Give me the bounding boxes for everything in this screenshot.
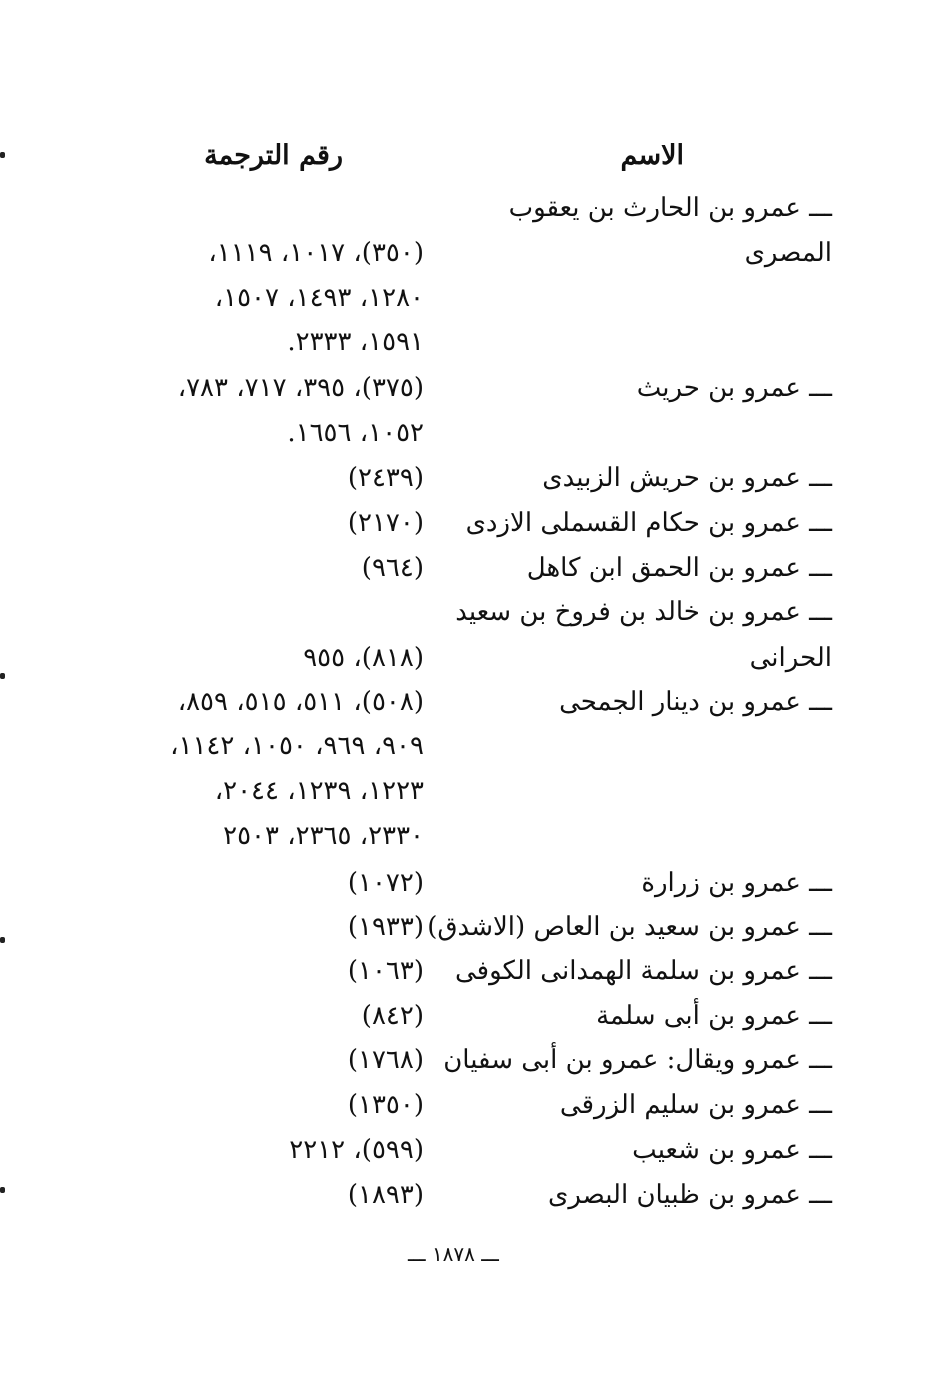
entry-name: ـــ عمرو بن الحارث بن يعقوب (508, 193, 832, 223)
entry-name: ـــ عمرو ويقال: عمرو بن أبى سفيان (443, 1045, 832, 1075)
entry-numbers: (٢١٧٠) (347, 508, 424, 538)
entry-numbers: (١٠٦٣) (347, 956, 424, 986)
header-number: رقم الترجمة (204, 140, 343, 171)
entry-numbers: (٣٧٥)، ٣٩٥، ٧١٧، ٧٨٣، (177, 373, 424, 403)
entry-numbers: (١٠٧٢) (347, 868, 424, 898)
scan-mark (0, 937, 5, 943)
entry-numbers: ١٠٥٢، ١٦٥٦. (287, 418, 424, 448)
entry-numbers: ١٢٢٣، ١٢٣٩، ٢٠٤٤، (214, 776, 424, 806)
scan-mark (0, 1187, 5, 1193)
entry-name: ـــ عمرو بن شعيب (632, 1135, 832, 1165)
entry-numbers: (٢٤٣٩) (347, 463, 424, 493)
entry-numbers: ٢٣٣٠، ٢٣٦٥، ٢٥٠٣ (223, 821, 424, 851)
entry-numbers: ١٥٩١، ٢٣٣٣. (287, 327, 424, 357)
entry-name-cont: الحرانى (749, 643, 832, 673)
entry-numbers: (١٩٣٣) (347, 912, 424, 942)
entry-numbers: (٨٤٢) (361, 1001, 424, 1031)
entry-name: ـــ عمرو بن سعيد بن العاص (الاشدق) (427, 912, 832, 942)
entry-name: ـــ عمرو بن أبى سلمة (596, 1001, 832, 1031)
header-name: الاسم (620, 140, 684, 171)
entry-numbers: (١٨٩٣) (347, 1180, 424, 1210)
entry-name: ـــ عمرو بن خالد بن فروخ بن سعيد (455, 597, 832, 627)
entry-name: ـــ عمرو بن الحمق ابن كاهل (526, 553, 832, 583)
entry-name: ـــ عمرو بن حريث (636, 373, 832, 403)
entry-name: ـــ عمرو بن حريش الزبيدى (542, 463, 832, 493)
page-number: ـــ ١٨٧٨ ـــ (408, 1242, 499, 1266)
entry-name: ـــ عمرو بن سليم الزرقى (559, 1090, 832, 1120)
entry-numbers: (٨١٨)، ٩٥٥ (303, 643, 424, 673)
scan-mark (0, 673, 5, 679)
entry-numbers: (١٣٥٠) (347, 1090, 424, 1120)
entry-numbers: (٥٠٨)، ٥١١، ٥١٥، ٨٥٩، (177, 687, 424, 717)
entry-numbers: ١٢٨٠، ١٤٩٣، ١٥٠٧، (214, 283, 424, 313)
entry-name: ـــ عمرو بن زرارة (641, 868, 832, 898)
entry-numbers: ٩٠٩، ٩٦٩، ١٠٥٠، ١١٤٢، (170, 731, 424, 761)
entry-name: ـــ عمرو بن ظبيان البصرى (547, 1180, 832, 1210)
entry-numbers: (٩٦٤) (361, 553, 424, 583)
entry-name: ـــ عمرو بن سلمة الهمدانى الكوفى (455, 956, 832, 986)
entry-name: ـــ عمرو بن دينار الجمحى (559, 687, 832, 717)
entry-numbers: (٥٩٩)، ٢٢١٢ (289, 1135, 424, 1165)
entry-name-cont: المصرى (744, 238, 832, 268)
entry-numbers: (٣٥٠)، ١٠١٧، ١١١٩، (208, 238, 424, 268)
entry-name: ـــ عمرو بن حكام القسملى الازدى (465, 508, 832, 538)
scan-mark (0, 152, 5, 158)
entry-numbers: (١٧٦٨) (347, 1045, 424, 1075)
